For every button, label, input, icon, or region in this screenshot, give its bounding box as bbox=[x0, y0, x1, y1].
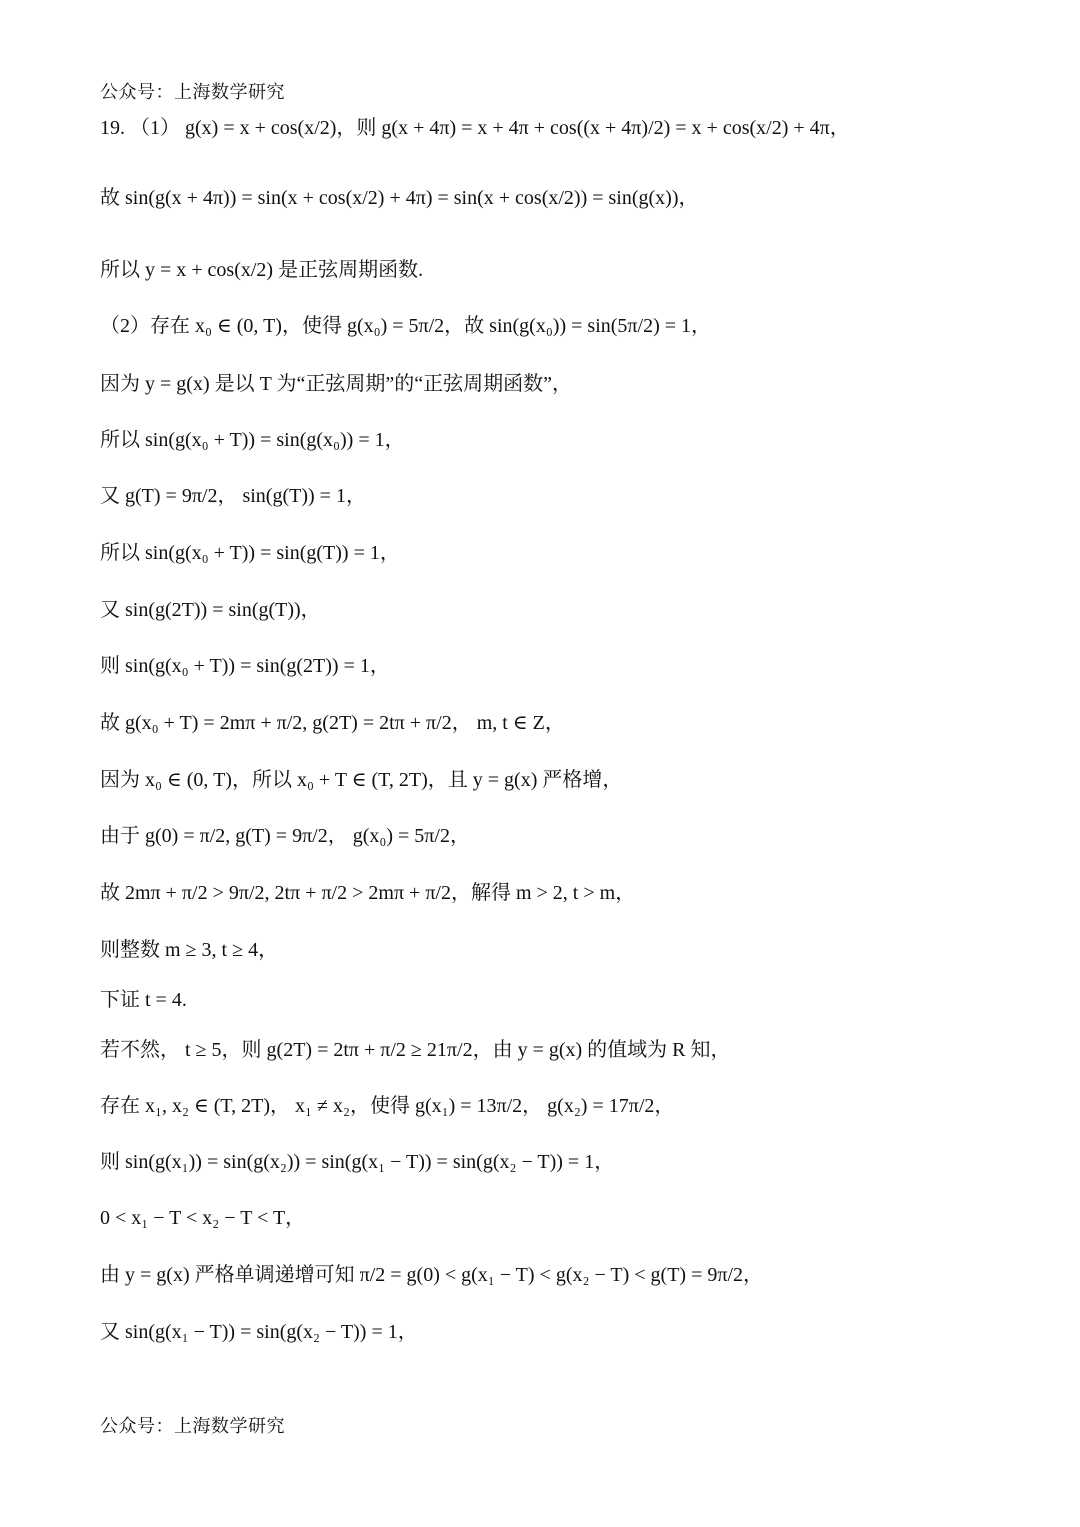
solution-line-14: 故 2mπ + π/2 > 9π/2, 2tπ + π/2 > 2mπ + π/2，解得 m > 2, t > m， bbox=[100, 882, 636, 904]
solution-line-7: 又 g(T) = 9π/2， sin(g(T)) = 1， bbox=[100, 485, 366, 507]
page-header-watermark: 公众号：上海数学研究 bbox=[100, 82, 285, 102]
solution-line-8: 所以 sin(g(x₀ + T)) = sin(g(T)) = 1， bbox=[100, 542, 400, 564]
solution-line-3: 所以 y = x + cos(x/2) 是正弦周期函数. bbox=[100, 259, 424, 281]
solution-line-6: 所以 sin(g(x₀ + T)) = sin(g(x₀)) = 1， bbox=[100, 429, 405, 451]
solution-line-21: 由 y = g(x) 严格单调递增可知 π/2 = g(0) < g(x₁ − T) < g(x₂ − T) < g(T) = 9π/2， bbox=[100, 1264, 764, 1286]
solution-line-2: 故 sin(g(x + 4π)) = sin(x + cos(x/2) + 4π) = sin(x + cos(x/2)) = sin(g(x))， bbox=[100, 187, 699, 209]
solution-line-13: 由于 g(0) = π/2, g(T) = 9π/2， g(x₀) = 5π/2， bbox=[100, 825, 470, 847]
solution-line-19: 则 sin(g(x₁)) = sin(g(x₂)) = sin(g(x₁ − T)) = sin(g(x₂ − T)) = 1， bbox=[100, 1151, 615, 1173]
solution-line-9: 又 sin(g(2T)) = sin(g(T))， bbox=[100, 599, 321, 621]
solution-line-4: （2）存在 x₀ ∈ (0, T)，使得 g(x₀) = 5π/2，故 sin(g(x₀)) = sin(5π/2) = 1， bbox=[100, 315, 712, 337]
solution-line-10: 则 sin(g(x₀ + T)) = sin(g(2T)) = 1， bbox=[100, 655, 390, 677]
solution-line-16: 下证 t = 4. bbox=[100, 989, 187, 1011]
solution-line-20: 0 < x₁ − T < x₂ − T < T， bbox=[100, 1207, 306, 1229]
page-footer-watermark: 公众号：上海数学研究 bbox=[100, 1416, 285, 1436]
solution-line-22: 又 sin(g(x₁ − T)) = sin(g(x₂ − T)) = 1， bbox=[100, 1321, 418, 1343]
solution-line-17: 若不然， t ≥ 5，则 g(2T) = 2tπ + π/2 ≥ 21π/2，由 y = g(x) 的值域为 R 知， bbox=[100, 1039, 731, 1061]
solution-line-15: 则整数 m ≥ 3, t ≥ 4， bbox=[100, 939, 279, 961]
solution-line-1: 19. （1） g(x) = x + cos(x/2)，则 g(x + 4π) = x + 4π + cos((x + 4π)/2) = x + cos(x/2) + 4π， bbox=[100, 117, 850, 139]
solution-line-5: 因为 y = g(x) 是以 T 为“正弦周期”的“正弦周期函数”， bbox=[100, 373, 572, 395]
solution-line-12: 因为 x₀ ∈ (0, T)，所以 x₀ + T ∈ (T, 2T)，且 y = g(x) 严格增， bbox=[100, 769, 623, 791]
solution-line-11: 故 g(x₀ + T) = 2mπ + π/2, g(2T) = 2tπ + π/2， m, t ∈ Z， bbox=[100, 712, 565, 734]
solution-line-18: 存在 x₁, x₂ ∈ (T, 2T)， x₁ ≠ x₂，使得 g(x₁) = 13π/2， g(x₂) = 17π/2， bbox=[100, 1095, 675, 1117]
